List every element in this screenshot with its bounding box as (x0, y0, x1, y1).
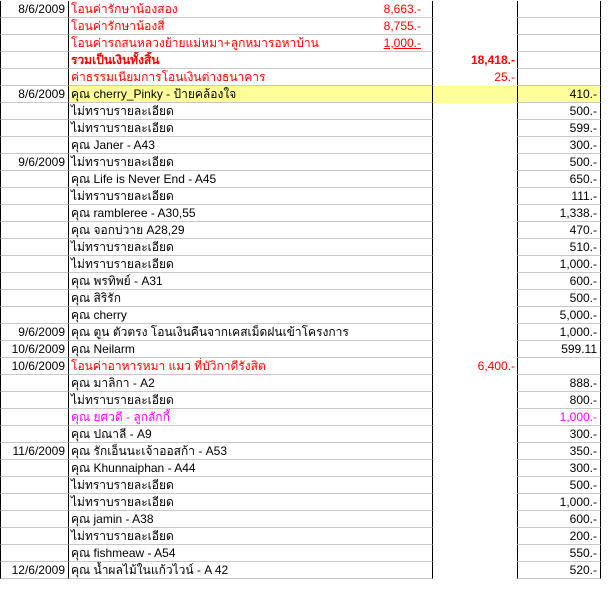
amount-cell[interactable]: 500.- (518, 103, 601, 120)
description-cell[interactable] (69, 460, 433, 477)
description-text: คุณ จอกบ่วาย A28,29 (71, 223, 185, 237)
description-cell[interactable] (69, 273, 433, 290)
description-cell[interactable] (69, 188, 433, 205)
table-row (0, 103, 601, 120)
description-text: คุณ Janer - A43 (71, 138, 155, 152)
total-cell[interactable] (433, 426, 518, 443)
table-row (0, 494, 601, 511)
description-text: ไม่ทราบรายละเอียด (71, 529, 174, 543)
date-cell[interactable] (0, 120, 69, 137)
description-cell[interactable] (69, 409, 433, 426)
date-cell[interactable] (0, 273, 69, 290)
date-cell[interactable] (0, 307, 69, 324)
description-cell[interactable] (69, 137, 433, 154)
description-text: คุณ rambleree - A30,55 (71, 206, 196, 220)
description-text: โอนค่ารักษาน้องสี่ (71, 19, 165, 33)
description-text: คุณ พรทิพย์ - A31 (71, 274, 163, 288)
date-cell[interactable] (0, 69, 69, 86)
table-row (0, 443, 601, 460)
table-row (0, 409, 601, 426)
amount-cell[interactable]: 1,000.- (518, 409, 601, 426)
total-cell[interactable] (433, 477, 518, 494)
description-cell[interactable] (69, 86, 433, 103)
table-row (0, 171, 601, 188)
total-cell[interactable] (433, 86, 518, 103)
amount-cell[interactable]: 800.- (518, 392, 601, 409)
description-cell[interactable] (69, 290, 433, 307)
description-text: ไม่ทราบรายละเอียด (71, 189, 174, 203)
date-cell[interactable] (0, 137, 69, 154)
table-row (0, 256, 601, 273)
description-cell[interactable] (69, 477, 433, 494)
amount-cell[interactable]: 200.- (518, 528, 601, 545)
amount-cell[interactable] (518, 358, 601, 375)
description-text: ไม่ทราบรายละเอียด (71, 240, 174, 254)
description-text: คุณ cherry_Pinky - ป้ายคล้องใจ (71, 87, 237, 101)
total-cell[interactable] (433, 154, 518, 171)
total-cell[interactable] (433, 222, 518, 239)
table-row (0, 239, 601, 256)
table-row (0, 358, 601, 375)
total-cell[interactable] (433, 460, 518, 477)
total-cell[interactable] (433, 562, 518, 579)
amount-cell[interactable]: 300.- (518, 460, 601, 477)
description-text: คุณ cherry (71, 308, 127, 322)
date-cell[interactable]: 9/6/2009 (0, 154, 69, 171)
description-text: คุณ รักเอ็นนะเจ้าออสก้า - A53 (71, 444, 227, 458)
description-text: ไม่ทราบรายละเอียด (71, 393, 174, 407)
description-text: คุณ Neilarm (71, 342, 135, 356)
amount-cell[interactable] (518, 1, 601, 18)
date-cell[interactable]: 10/6/2009 (0, 341, 69, 358)
date-cell[interactable] (0, 409, 69, 426)
date-cell[interactable]: 8/6/2009 (0, 86, 69, 103)
description-cell[interactable] (69, 18, 433, 35)
description-text: คุณ ยศวดี - ลูกลักกี้ (71, 410, 170, 424)
date-cell[interactable]: 11/6/2009 (0, 443, 69, 460)
date-cell[interactable] (0, 426, 69, 443)
table-row (0, 52, 601, 69)
description-text: ไม่ทราบรายละเอียด (71, 495, 174, 509)
description-text: โอนค่าอาหารหมา แมว ที่บัวิกาดีรังสิต (71, 359, 266, 373)
total-cell[interactable]: 25.- (433, 69, 518, 86)
amount-cell[interactable]: 500.- (518, 154, 601, 171)
description-cell[interactable] (69, 358, 433, 375)
description-text: รวมเป็นเงินทั้งสิ้น (71, 53, 160, 67)
description-text: โอนค่ารถสนหลวงย้ายแม่หมา+ลูกหมารอหาบ้าน (71, 36, 319, 50)
amount-cell[interactable]: 111.- (518, 188, 601, 205)
amount-cell[interactable] (518, 69, 601, 86)
table-row (0, 1, 601, 18)
description-cell[interactable] (69, 222, 433, 239)
table-row (0, 222, 601, 239)
table-row (0, 562, 601, 579)
total-cell[interactable] (433, 528, 518, 545)
description-cell[interactable] (69, 528, 433, 545)
spreadsheet (0, 1, 601, 579)
amount-cell[interactable] (518, 35, 601, 52)
description-cell[interactable] (69, 375, 433, 392)
table-row (0, 120, 601, 137)
amount-cell[interactable] (518, 18, 601, 35)
total-cell[interactable] (433, 307, 518, 324)
date-cell[interactable]: 12/6/2009 (0, 562, 69, 579)
table-row (0, 154, 601, 171)
date-cell[interactable]: 9/6/2009 (0, 324, 69, 341)
description-text: คุณ fishmeaw - A54 (71, 546, 176, 560)
amount-cell[interactable]: 350.- (518, 443, 601, 460)
date-cell[interactable] (0, 460, 69, 477)
total-cell[interactable] (433, 494, 518, 511)
sub-amount: 8,755.- (383, 19, 421, 33)
amount-cell[interactable]: 1,000.- (518, 256, 601, 273)
table-row (0, 69, 601, 86)
table-row (0, 290, 601, 307)
description-cell[interactable] (69, 341, 433, 358)
date-cell[interactable] (0, 52, 69, 69)
table-row (0, 545, 601, 562)
table-row (0, 511, 601, 528)
total-cell[interactable] (433, 256, 518, 273)
description-text: คุณ jamin - A38 (71, 512, 154, 526)
description-cell[interactable] (69, 35, 433, 52)
description-text: ไม่ทราบรายละเอียด (71, 104, 174, 118)
description-text: คุณ น้ำผลไม้ในแก้วไวน์ - A 42 (71, 563, 229, 577)
description-text: คุณ Khunnaiphan - A44 (71, 461, 196, 475)
description-cell[interactable] (69, 562, 433, 579)
date-cell[interactable] (0, 545, 69, 562)
description-text: คุณ ปณาลี - A9 (71, 427, 152, 441)
date-cell[interactable]: 8/6/2009 (0, 1, 69, 18)
amount-cell[interactable]: 410.- (518, 86, 601, 103)
description-text: ไม่ทราบรายละเอียด (71, 478, 174, 492)
total-cell[interactable] (433, 409, 518, 426)
amount-cell[interactable]: 510.- (518, 239, 601, 256)
date-cell[interactable] (0, 239, 69, 256)
total-cell[interactable] (433, 443, 518, 460)
total-cell[interactable] (433, 273, 518, 290)
amount-cell[interactable]: 500.- (518, 290, 601, 307)
total-cell[interactable] (433, 103, 518, 120)
table-row (0, 307, 601, 324)
table-row (0, 392, 601, 409)
table-row (0, 35, 601, 52)
total-cell[interactable]: 18,418.- (433, 52, 518, 69)
total-cell[interactable] (433, 324, 518, 341)
table-row (0, 137, 601, 154)
total-cell[interactable] (433, 188, 518, 205)
amount-cell[interactable]: 599.- (518, 120, 601, 137)
total-cell[interactable] (433, 1, 518, 18)
description-cell[interactable] (69, 511, 433, 528)
description-cell[interactable] (69, 324, 433, 341)
total-cell[interactable] (433, 239, 518, 256)
table-row (0, 273, 601, 290)
total-cell[interactable]: 6,400.- (433, 358, 518, 375)
date-cell[interactable]: 10/6/2009 (0, 358, 69, 375)
total-cell[interactable] (433, 392, 518, 409)
description-cell[interactable] (69, 171, 433, 188)
date-cell[interactable] (0, 222, 69, 239)
amount-cell[interactable]: 470.- (518, 222, 601, 239)
description-text: ค่าธรรมเนียมการโอนเงินต่างธนาคาร (71, 70, 266, 84)
amount-cell[interactable]: 500.- (518, 477, 601, 494)
date-cell[interactable] (0, 171, 69, 188)
date-cell[interactable] (0, 528, 69, 545)
date-cell[interactable] (0, 103, 69, 120)
description-cell[interactable] (69, 545, 433, 562)
table-row (0, 341, 601, 358)
description-cell[interactable] (69, 69, 433, 86)
description-cell[interactable] (69, 239, 433, 256)
description-cell[interactable] (69, 52, 433, 69)
date-cell[interactable] (0, 290, 69, 307)
amount-cell[interactable]: 1,338.- (518, 205, 601, 222)
description-text: คุณ Life is Never End - A45 (71, 172, 217, 186)
amount-cell[interactable]: 888.- (518, 375, 601, 392)
date-cell[interactable] (0, 494, 69, 511)
date-cell[interactable] (0, 477, 69, 494)
table-row (0, 375, 601, 392)
table-row (0, 205, 601, 222)
description-cell[interactable] (69, 307, 433, 324)
description-cell[interactable] (69, 205, 433, 222)
date-cell[interactable] (0, 188, 69, 205)
description-cell[interactable] (69, 494, 433, 511)
date-cell[interactable] (0, 392, 69, 409)
sub-amount: 1,000.- (383, 36, 421, 50)
description-cell[interactable] (69, 154, 433, 171)
date-cell[interactable] (0, 35, 69, 52)
description-cell[interactable] (69, 103, 433, 120)
date-cell[interactable] (0, 18, 69, 35)
description-text: ไม่ทราบรายละเอียด (71, 257, 174, 271)
amount-cell[interactable]: 599.11 (518, 341, 601, 358)
description-text: คุณ สิริรัก (71, 291, 121, 305)
sub-amount: 8,663.- (383, 2, 421, 16)
total-cell[interactable] (433, 545, 518, 562)
total-cell[interactable] (433, 18, 518, 35)
total-cell[interactable] (433, 205, 518, 222)
amount-cell[interactable]: 600.- (518, 273, 601, 290)
total-cell[interactable] (433, 171, 518, 188)
date-cell[interactable] (0, 205, 69, 222)
table-row (0, 426, 601, 443)
description-text: คุณ ตูน ตัวตรง โอนเงินคืนจากเคสเม็ดฝนเข้าโครงการ (71, 325, 349, 339)
total-cell[interactable] (433, 341, 518, 358)
amount-cell[interactable] (518, 52, 601, 69)
description-cell[interactable] (69, 426, 433, 443)
table-row (0, 86, 601, 103)
total-cell[interactable] (433, 511, 518, 528)
table-row (0, 460, 601, 477)
table-row (0, 18, 601, 35)
date-cell[interactable] (0, 256, 69, 273)
amount-cell[interactable]: 300.- (518, 137, 601, 154)
total-cell[interactable] (433, 137, 518, 154)
total-cell[interactable] (433, 120, 518, 137)
amount-cell[interactable]: 600.- (518, 511, 601, 528)
amount-cell[interactable]: 300.- (518, 426, 601, 443)
description-text: โอนค่ารักษาน้องสอง (71, 2, 178, 16)
table-row (0, 528, 601, 545)
total-cell[interactable] (433, 375, 518, 392)
date-cell[interactable] (0, 511, 69, 528)
description-text: ไม่ทราบรายละเอียด (71, 121, 174, 135)
amount-cell[interactable]: 1,000.- (518, 494, 601, 511)
total-cell[interactable] (433, 290, 518, 307)
description-text: คุณ มาลิกา - A2 (71, 376, 155, 390)
amount-cell[interactable]: 550.- (518, 545, 601, 562)
description-cell[interactable] (69, 120, 433, 137)
amount-cell[interactable]: 520.- (518, 562, 601, 579)
table-row (0, 477, 601, 494)
amount-cell[interactable]: 650.- (518, 171, 601, 188)
description-cell[interactable] (69, 1, 433, 18)
table-row (0, 188, 601, 205)
total-cell[interactable] (433, 35, 518, 52)
description-cell[interactable] (69, 392, 433, 409)
description-text: ไม่ทราบรายละเอียด (71, 155, 174, 169)
description-cell[interactable] (69, 443, 433, 460)
table-row (0, 324, 601, 341)
description-cell[interactable] (69, 256, 433, 273)
amount-cell[interactable]: 1,000.- (518, 324, 601, 341)
amount-cell[interactable]: 5,000.- (518, 307, 601, 324)
date-cell[interactable] (0, 375, 69, 392)
